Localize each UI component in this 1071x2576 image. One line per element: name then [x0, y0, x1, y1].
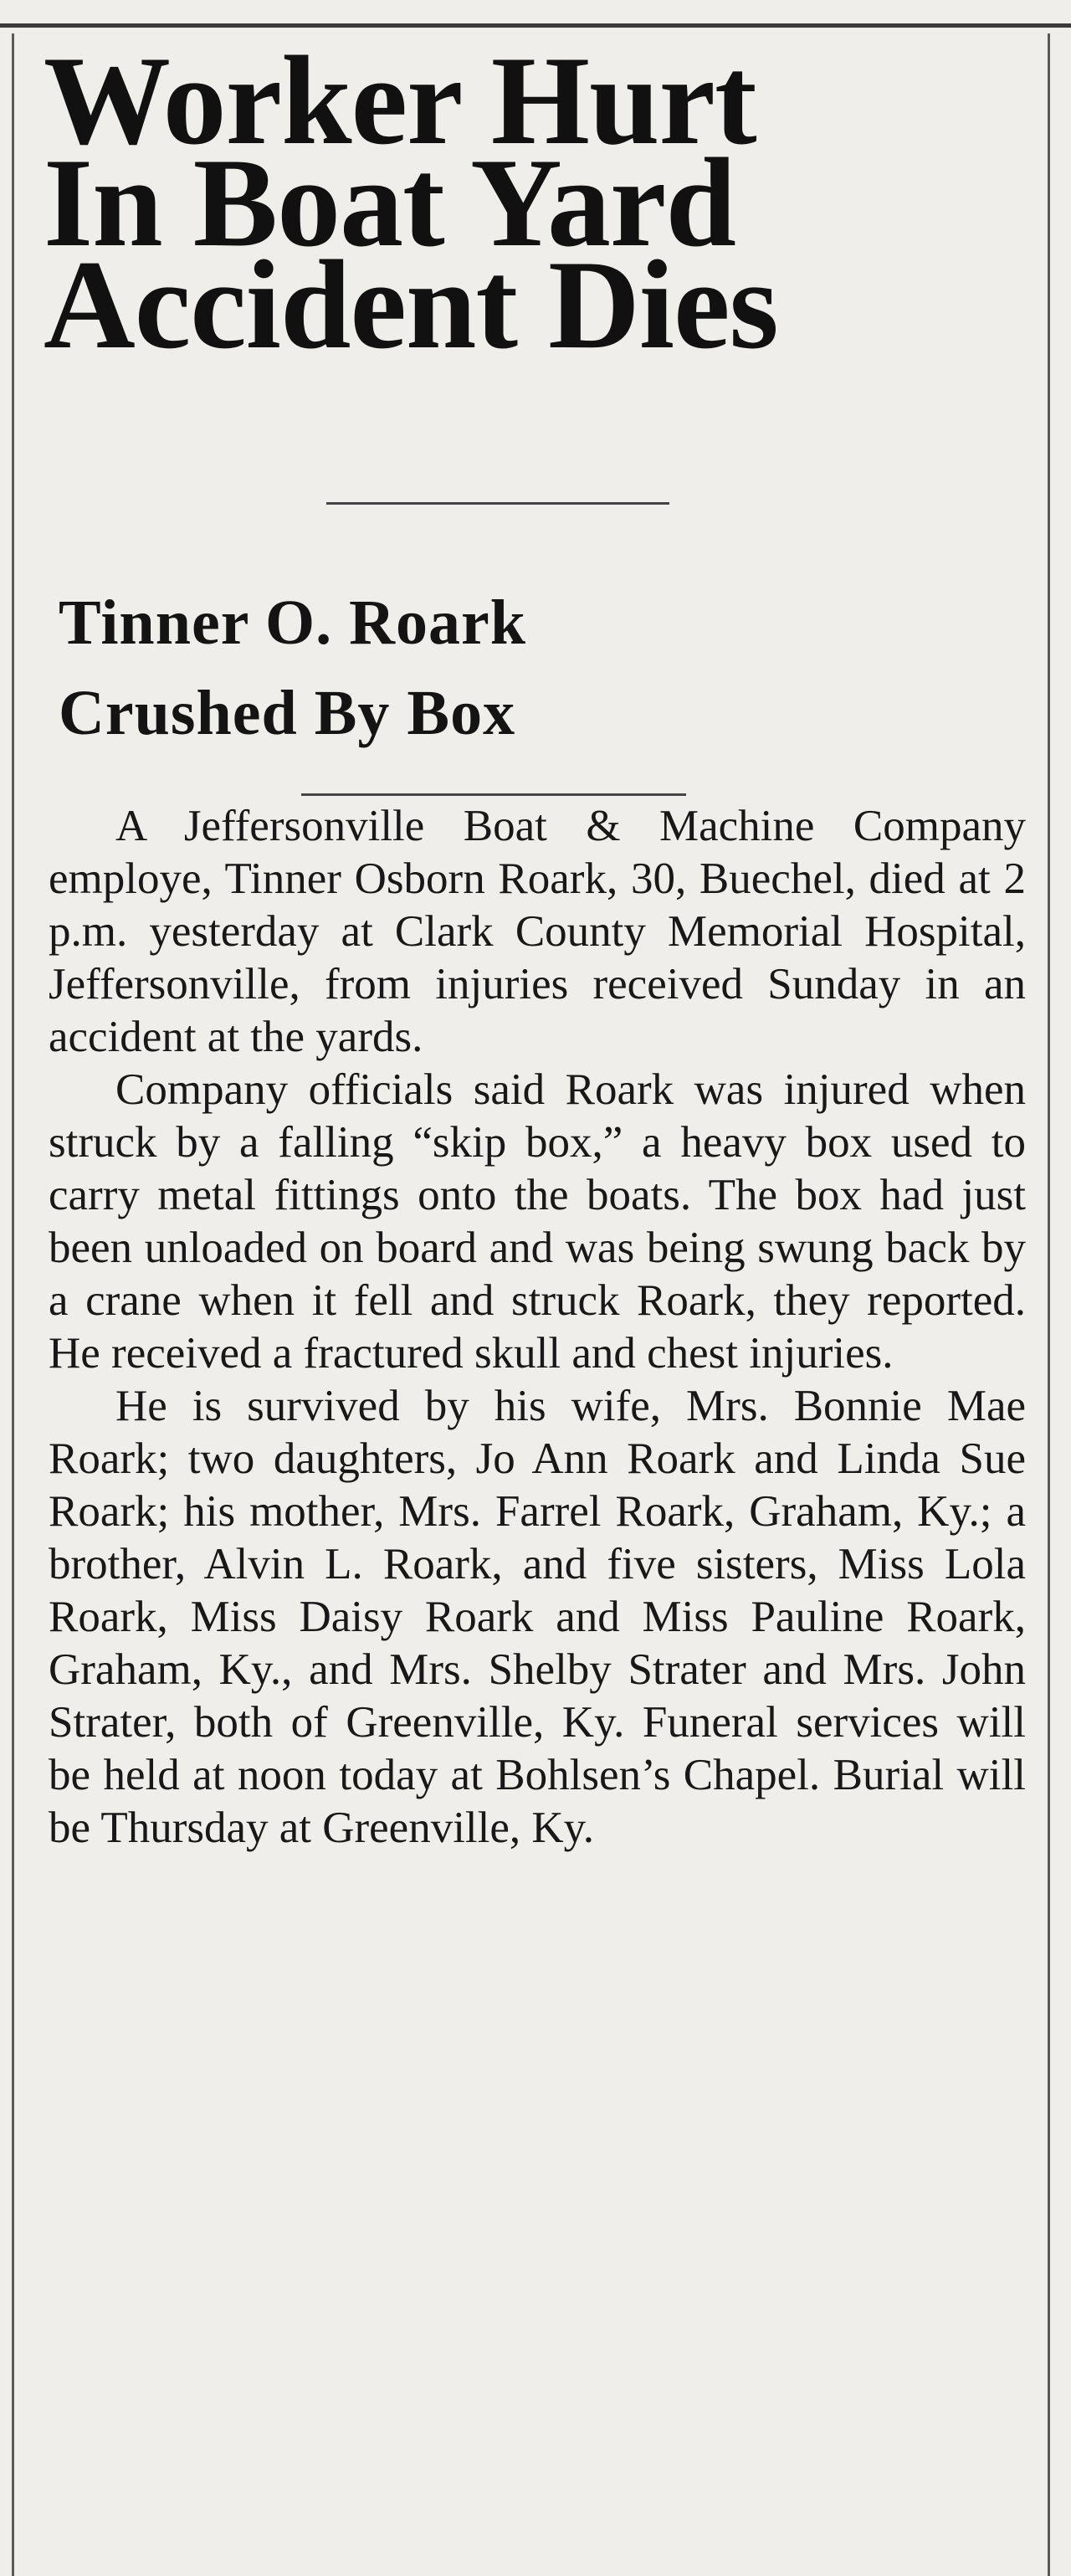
article-paragraph-2: Company officials said Roark was injured when struck by a falling “skip box,” a heavy box used to carry metal fittings onto the boats. The box had just been unloaded on board and was being swung back by a crane when it fell and struck Roark, they reported. He received a fractured skull and chest injuries.: [49, 1065, 1026, 1378]
headline-line-2: In Boat Yard: [44, 132, 735, 273]
article-paragraph-3: He is survived by his wife, Mrs. Bonnie Mae Roark; two daughters, Jo Ann Roark and Linda Sue Roark; his mother, Mrs. Farrel Roark, Graham, Ky.; a brother, Alvin L. Roark, and five sisters, Miss Lola Roark, Miss Daisy Roark and Miss Pauline Roark, Graham, Ky., and Mrs. Shelby Strater and Mrs. John Strater, both of Greenville, Ky. Funeral services will be held at noon today at Bohlsen’s Chapel. Burial will be Thursday at Greenville, Ky.: [49, 1382, 1026, 1852]
headline-line-1: Worker Hurt: [44, 30, 756, 171]
top-page-rule: [0, 23, 1071, 28]
subheadline-line-1: Tinner O. Roark: [59, 588, 527, 658]
article-paragraph-1: A Jeffersonville Boat & Machine Company employe, Tinner Osborn Roark, 30, Buechel, died at 2 p.m. yesterday at Clark County Memorial Hospital, Jeffersonville, from injuries received Sunday in an accident at the yards.: [49, 802, 1026, 1061]
headline: [44, 30, 1031, 375]
right-column-rule: [1048, 33, 1050, 2576]
subheadline-line-2: Crushed By Box: [59, 678, 516, 748]
headline-divider: [326, 502, 669, 505]
headline-line-3: Accident Dies: [44, 234, 778, 375]
article-body: [49, 800, 1026, 1855]
left-column-rule: [12, 33, 14, 2576]
subheadline: [59, 577, 526, 758]
news-article: [44, 30, 1031, 375]
subhead-divider: [301, 793, 686, 796]
